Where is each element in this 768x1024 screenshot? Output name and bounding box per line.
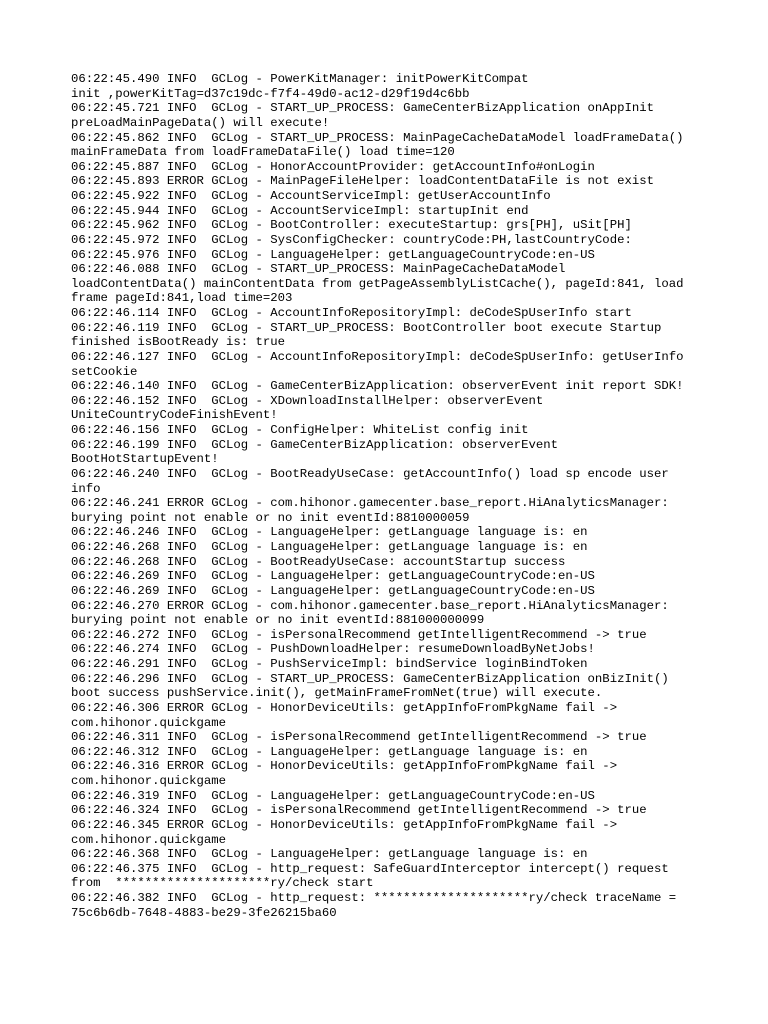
log-line: 06:22:46.127 INFO GCLog - AccountInfoRepositoryImpl: deCodeSpUserInfo: getUserInfo [71, 349, 684, 364]
log-line: UniteCountryCodeFinishEvent! [71, 408, 278, 423]
log-line: 06:22:46.240 INFO GCLog - BootReadyUseCase: getAccountInfo() load sp encode user [71, 466, 669, 481]
log-line: 06:22:46.119 INFO GCLog - START_UP_PROCESS: BootController boot execute Startup [71, 320, 662, 335]
log-line: 06:22:46.306 ERROR GCLog - HonorDeviceUtils: getAppInfoFromPkgName fail -> [71, 700, 618, 715]
log-line: mainFrameData from loadFrameDataFile() load time=120 [71, 145, 455, 160]
log-line: 06:22:46.246 INFO GCLog - LanguageHelper: getLanguage language is: en [71, 525, 588, 540]
log-line: 06:22:46.345 ERROR GCLog - HonorDeviceUtils: getAppInfoFromPkgName fail -> [71, 817, 618, 832]
log-line: info [71, 481, 101, 496]
log-line: 06:22:46.088 INFO GCLog - START_UP_PROCESS: MainPageCacheDataModel [71, 262, 566, 277]
log-line: 06:22:46.368 INFO GCLog - LanguageHelper: getLanguage language is: en [71, 847, 588, 862]
log-line: 06:22:46.199 INFO GCLog - GameCenterBizApplication: observerEvent [71, 437, 559, 452]
log-line: 06:22:46.114 INFO GCLog - AccountInfoRepositoryImpl: deCodeSpUserInfo start [71, 306, 632, 320]
log-line: frame pageId:841,load time=203 [71, 291, 293, 306]
log-line: burying point not enable or no init eventId:8810000059 [71, 510, 470, 525]
log-line: 06:22:46.375 INFO GCLog - http_request: SafeGuardInterceptor intercept() request [71, 861, 669, 876]
log-line: 06:22:45.976 INFO GCLog - LanguageHelper: getLanguageCountryCode:en-US [71, 247, 595, 262]
log-line: 06:22:46.152 INFO GCLog - XDownloadInstallHelper: observerEvent [71, 393, 544, 408]
log-line: 06:22:46.382 INFO GCLog - http_request: *********************ry/check traceName = [71, 891, 677, 905]
log-line: 06:22:46.241 ERROR GCLog - com.hihonor.gamecenter.base_report.HiAnalyticsManager: [71, 496, 669, 511]
log-text [71, 72, 711, 920]
log-line: 06:22:45.944 INFO GCLog - AccountServiceImpl: startupInit end [71, 203, 529, 218]
log-line: 06:22:46.156 INFO GCLog - ConfigHelper: WhiteList config init [71, 423, 529, 437]
log-line: 06:22:45.893 ERROR GCLog - MainPageFileHelper: loadContentDataFile is not exist [71, 174, 654, 189]
log-line: 06:22:46.270 ERROR GCLog - com.hihonor.gamecenter.base_report.HiAnalyticsManager: [71, 598, 669, 613]
log-line: 06:22:46.316 ERROR GCLog - HonorDeviceUtils: getAppInfoFromPkgName fail -> [71, 759, 618, 774]
log-line: init ,powerKitTag=d37c19dc-f7f4-49d0-ac12-d29f19d4c6bb [71, 86, 470, 101]
log-line: 06:22:46.296 INFO GCLog - START_UP_PROCESS: GameCenterBizApplication onBizInit() [71, 671, 669, 686]
log-line: 06:22:46.319 INFO GCLog - LanguageHelper: getLanguageCountryCode:en-US [71, 788, 595, 803]
log-line: 06:22:46.311 INFO GCLog - isPersonalRecommend getIntelligentRecommend -> true [71, 730, 647, 745]
log-line: BootHotStartupEvent! [71, 452, 219, 467]
log-line: 06:22:45.490 INFO GCLog - PowerKitManager: initPowerKitCompat [71, 72, 529, 86]
log-line: from *********************ry/check start [71, 876, 374, 891]
log-line: 06:22:46.268 INFO GCLog - BootReadyUseCase: accountStartup success [71, 554, 566, 569]
log-line: 06:22:45.721 INFO GCLog - START_UP_PROCESS: GameCenterBizApplication onAppInit [71, 101, 654, 116]
log-line: 75c6b6db-7648-4883-be29-3fe26215ba60 [71, 905, 337, 920]
log-line: 06:22:45.972 INFO GCLog - SysConfigChecker: countryCode:PH,lastCountryCode: [71, 232, 632, 247]
log-line: 06:22:46.272 INFO GCLog - isPersonalRecommend getIntelligentRecommend -> true [71, 627, 647, 642]
log-line: 06:22:45.887 INFO GCLog - HonorAccountProvider: getAccountInfo#onLogin [71, 159, 595, 174]
document-page [71, 72, 711, 920]
log-line: loadContentData() mainContentData from getPageAssemblyListCache(), pageId:841, load [71, 276, 684, 291]
log-line: 06:22:46.140 INFO GCLog - GameCenterBizApplication: observerEvent init report SDK! [71, 379, 684, 394]
log-line: 06:22:46.312 INFO GCLog - LanguageHelper: getLanguage language is: en [71, 744, 588, 759]
log-line: burying point not enable or no init eventId:881000000099 [71, 613, 485, 628]
log-line: 06:22:45.922 INFO GCLog - AccountServiceImpl: getUserAccountInfo [71, 189, 551, 203]
log-line: com.hihonor.quickgame [71, 774, 226, 788]
log-line: com.hihonor.quickgame [71, 832, 226, 847]
log-line: 06:22:46.269 INFO GCLog - LanguageHelper: getLanguageCountryCode:en-US [71, 569, 595, 584]
log-line: setCookie [71, 364, 138, 379]
log-line: 06:22:46.268 INFO GCLog - LanguageHelper: getLanguage language is: en [71, 540, 588, 554]
log-line: 06:22:45.862 INFO GCLog - START_UP_PROCESS: MainPageCacheDataModel loadFrameData() [71, 130, 684, 145]
log-line: boot success pushService.init(), getMainFrameFromNet(true) will execute. [71, 686, 603, 701]
log-line: finished isBootReady is: true [71, 335, 286, 350]
log-line: com.hihonor.quickgame [71, 715, 226, 730]
log-line: 06:22:46.324 INFO GCLog - isPersonalRecommend getIntelligentRecommend -> true [71, 803, 647, 818]
log-line: preLoadMainPageData() will execute! [71, 115, 330, 130]
log-line: 06:22:46.291 INFO GCLog - PushServiceImpl: bindService loginBindToken [71, 657, 588, 671]
log-line: 06:22:46.269 INFO GCLog - LanguageHelper: getLanguageCountryCode:en-US [71, 583, 595, 598]
log-line: 06:22:46.274 INFO GCLog - PushDownloadHelper: resumeDownloadByNetJobs! [71, 642, 595, 657]
log-line: 06:22:45.962 INFO GCLog - BootController: executeStartup: grs[PH], uSit[PH] [71, 218, 632, 233]
